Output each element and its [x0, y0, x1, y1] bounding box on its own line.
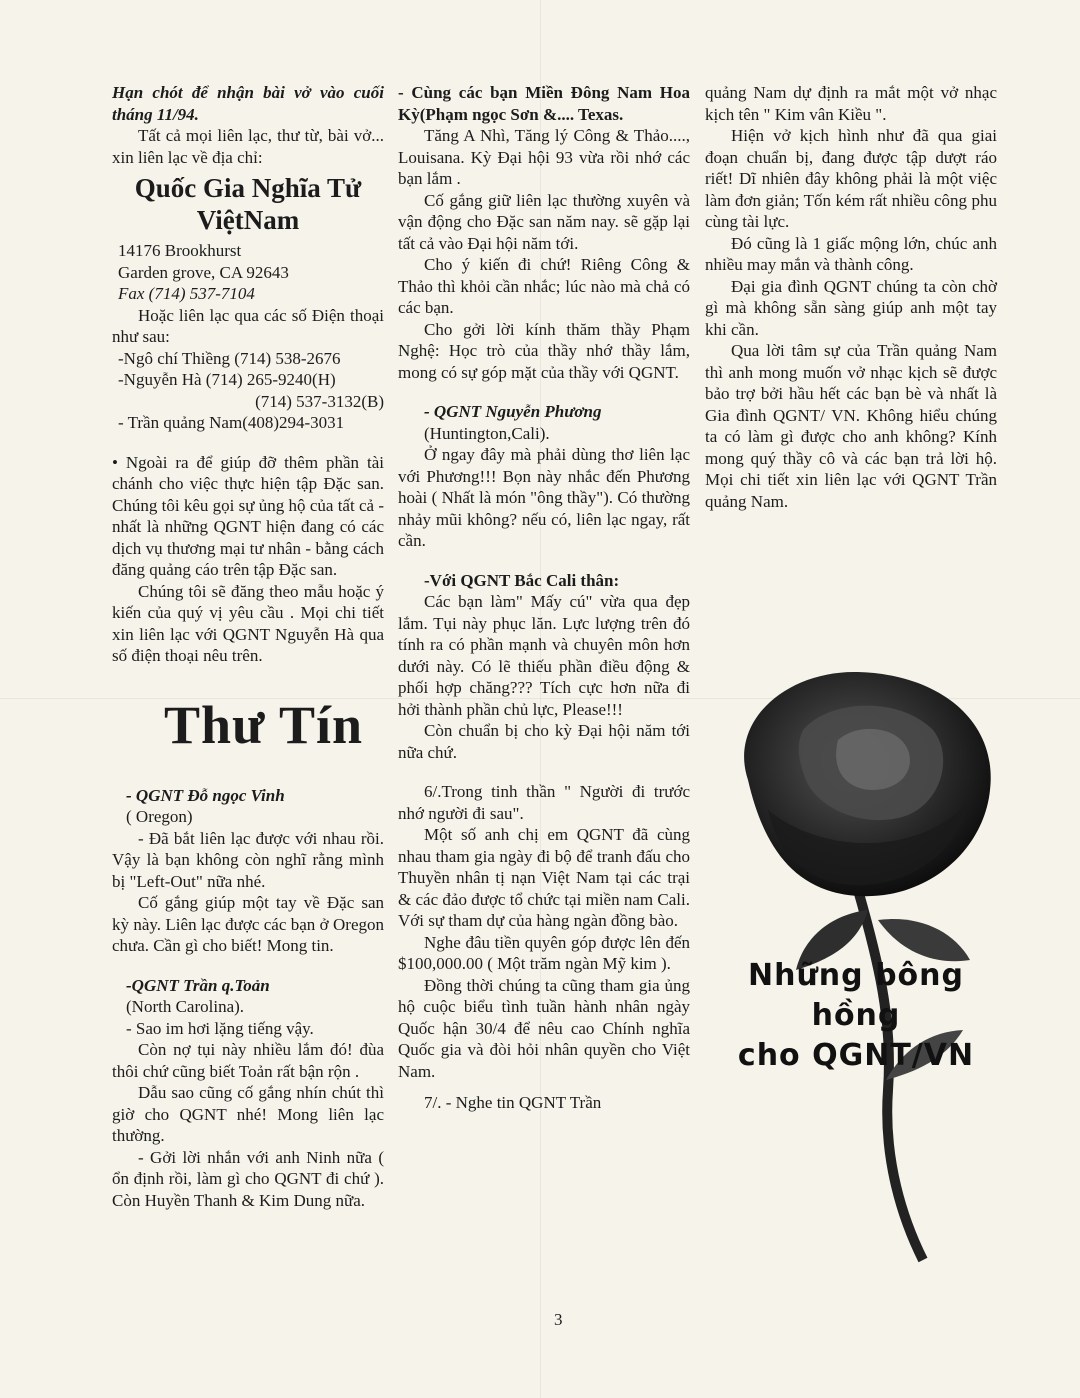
- phone-intro: Hoặc liên lạc qua các số Điện thoại như sau:: [112, 305, 384, 346]
- contact-intro: Tất cả mọi liên lạc, thư từ, bài vở... xin liên lạc về địa chỉ:: [112, 126, 384, 167]
- rose-caption-line-2: cho QGNT/VN: [737, 1038, 975, 1073]
- deadline-notice: Hạn chót để nhận bài vở vào cuối tháng 11/94.: [112, 83, 384, 124]
- page-number: 3: [554, 1310, 563, 1329]
- letter-5-para-2: Còn chuẩn bị cho kỳ Đại hội năm tới nữa chứ.: [398, 721, 690, 762]
- letter-2-heading: -QGNT Trần q.Toản: [126, 975, 270, 995]
- section-6-para-3: Đồng thời chúng ta cũng tham gia ủng hộ cuộc biểu tình tuần hành nhân ngày Quốc hận 30/4 để nêu cao Chính nghĩa Quốc gia và đòi hỏi nhân quyền cho Việt Nam.: [398, 975, 690, 1081]
- section-6-para-2: Nghe đâu tiền quyên góp được lên đến $100,000.00 ( Một trăm ngàn Mỹ kim ).: [398, 932, 690, 973]
- rose-caption: [706, 956, 1006, 1076]
- section-7-heading: 7/. - Nghe tin QGNT Trần: [424, 1093, 602, 1112]
- letter-2-para-4: - Gởi lời nhắn với anh Ninh nữa ( ổn định rồi, làm gì cho QGNT đi chứ ). Còn Huyền Thanh & Kim Dung nữa.: [112, 1147, 384, 1210]
- letter-1-location: ( Oregon): [126, 807, 193, 826]
- col3-para-3: Đó cũng là 1 giấc mộng lớn, chúc anh nhiều may mắn và thành công.: [705, 233, 997, 274]
- column-middle: [398, 82, 690, 1114]
- section-title: Thư Tín: [164, 694, 364, 755]
- letter-3-para-3: Cho ý kiến đi chứ! Riêng Công & Thảo thì khỏi cần nhắc; lúc nào mà chả có các bạn.: [398, 255, 690, 317]
- letter-2-location: (North Carolina).: [126, 997, 245, 1016]
- rose-caption-line-1: Những bông hồng: [747, 958, 964, 1033]
- section-6-heading: 6/.Trong tinh thần " Người đi trước nhớ người đi sau".: [398, 782, 690, 823]
- letter-5-heading: -Với QGNT Bắc Cali thân:: [424, 570, 620, 590]
- phone-contact-3: - Trần quảng Nam(408)294-3031: [118, 413, 345, 432]
- col3-para-1: quảng Nam dự định ra mắt một vở nhạc kịch tên " Kim vân Kiều ".: [705, 83, 997, 124]
- letter-4-heading: - QGNT Nguyễn Phương: [424, 402, 602, 421]
- phone-contact-2: -Nguyễn Hà (714) 265-9240(H): [118, 370, 336, 389]
- letter-3-para-2: Cố gắng giữ liên lạc thường xuyên và vận động cho Đặc san năm nay. sẽ gặp lại tất cả vào Đại hội năm tới.: [398, 190, 690, 253]
- letter-3-para-1: Tăng A Nhì, Tăng lý Công & Thảo...., Louisana. Kỳ Đại hội 93 vừa rồi nhớ các bạn lắm .: [398, 126, 690, 188]
- col3-para-2: Hiện vở kịch hình như đã qua giai đoạn chuẩn bị, đang được tập dượt ráo riết! Dĩ nhiên đây không phải là một việc làm đơn giản; Tốn kém rất nhiều công phu cùng tài lực.: [705, 126, 997, 231]
- letter-1-heading: - QGNT Đỗ ngọc Vinh: [126, 785, 285, 805]
- address-line-2: Garden grove, CA 92643: [118, 262, 289, 282]
- letter-2-para-2: Còn nợ tụi này nhiều lắm đó! đùa thôi chứ cũng biết Toản rất bận rộn .: [112, 1040, 384, 1081]
- letter-2-para-1: - Sao im hơi lặng tiếng vậy.: [126, 1018, 314, 1038]
- fax-number: Fax (714) 537-7104: [118, 284, 255, 303]
- letter-5-para-1: Các bạn làm" Mấy cú" vừa qua đẹp lắm. Tụi này phục lăn. Lực lượng trên đó tính ra có phần mạnh và chuyên môn hơn dưới này. Có lẽ thiếu phần điều động & phối hợp chăng??? Tích cực hơn nữa đi hởi thành phần chủ lực, Please!!!: [398, 592, 690, 719]
- letter-3-para-4: Cho gởi lời kính thăm thầy Phạm Nghệ: Học trò của thầy nhớ thầy lắm, mong có sự góp mặt của thầy với QGNT.: [398, 319, 690, 382]
- letter-4-para-1: Ở ngay đây mà phải dùng thơ liên lạc với Phương!!! Bọn này nhắc đến Phương hoài ( Nhất là món "ông thầy"). Có thường nhảy mũi không? nếu có, liên lạc ngay, rất cần.: [398, 445, 690, 550]
- reply-paragraph: Chúng tôi sẽ đăng theo mẫu hoặc ý kiến của quý vị yêu cầu . Mọi chi tiết xin liên lạc với QGNT Nguyễn Hà qua số điện thoại nêu trên.: [112, 581, 384, 665]
- letter-1-para-1: - Đã bắt liên lạc được với nhau rồi. Vậy là bạn không còn nghĩ rằng mình bị "Left-Out" nữa nhé.: [112, 828, 384, 891]
- col3-para-4: Đại gia đình QGNT chúng ta còn chờ gì mà không sẵn sàng giúp anh một tay khi cần.: [705, 276, 997, 339]
- organization-name: Quốc Gia Nghĩa Tử ViệtNam: [134, 173, 362, 235]
- section-6-para-1: Một số anh chị em QGNT đã cùng nhau tham gia ngày đi bộ để tranh đấu cho Thuyền nhân tị nạn Việt Nam tại các trại & các đảo được tổ chức tại miền nam Cali. Với sự tham dự của hàng ngàn đồng bào.: [398, 825, 690, 930]
- letter-4-location: (Huntington,Cali).: [424, 423, 550, 443]
- letter-1-para-2: Cố gắng giúp một tay về Đặc san kỳ này. Liên lạc được các bạn ở Oregon chưa. Cần gì cho biết! Mong tin.: [112, 893, 384, 955]
- column-right: [705, 82, 997, 512]
- column-left: [112, 82, 384, 1211]
- address-line-1: 14176 Brookhurst: [118, 241, 242, 260]
- ads-paragraph: • Ngoài ra để giúp đỡ thêm phần tài chánh cho việc thực hiện tập Đặc san. Chúng tôi kêu gọi sự ủng hộ của tất cả - nhất là những QGNT hiện đang có các dịch vụ thương mại tư nhân - bằng cách đăng quảng cáo trên tập Đặc san.: [112, 452, 384, 579]
- letter-3-heading: - Cùng các bạn Miền Đông Nam Hoa Kỳ(Phạm ngọc Sơn &.... Texas.: [398, 83, 690, 124]
- letter-2-para-3: Dẫu sao cũng cố gắng nhín chút thì giờ cho QGNT nhé! Mong liên lạc thường.: [112, 1083, 384, 1145]
- col3-para-5: Qua lời tâm sự của Trần quảng Nam thì anh mong muốn vở nhạc kịch sẽ được bảo trợ bởi hầu hết các bạn bè và nhất là Gia đình QGNT/ VN. Không hiểu chúng ta có làm gì được cho anh không? Kính mong quý thầy cô và các bạn trả lời hộ. Mọi chi tiết xin liên lạc với QGNT Trần quảng Nam.: [705, 341, 997, 511]
- phone-contact-2b: (714) 537-3132(B): [255, 391, 384, 411]
- phone-contact-1: -Ngô chí Thiềng (714) 538-2676: [118, 348, 341, 368]
